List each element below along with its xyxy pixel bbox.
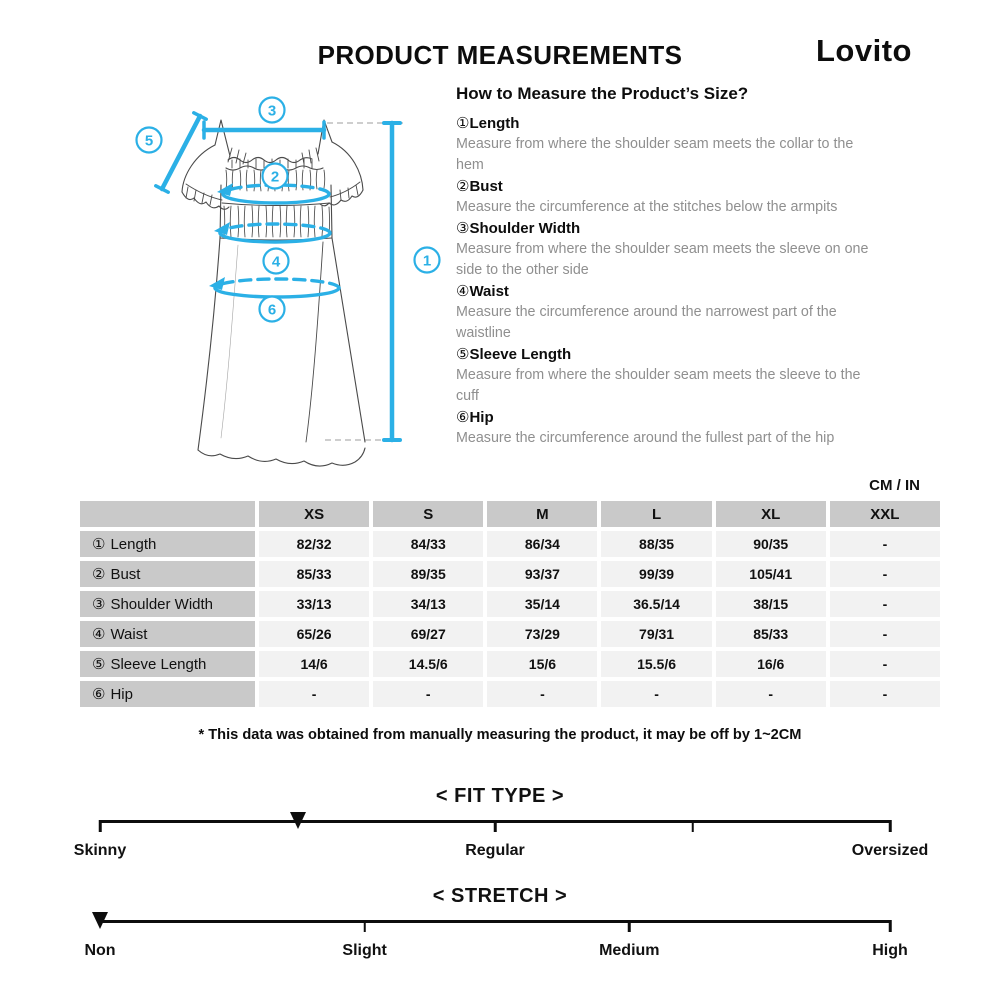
row-label [80,531,255,557]
table-row-bust [80,561,940,587]
value-cell: 15/6 [487,651,597,677]
marker-circle-2 [263,164,288,189]
value-cell: - [716,681,826,707]
scale-tick [628,920,631,932]
guide-item-heading [456,113,880,134]
value-cell: - [830,621,940,647]
value-cell: 33/13 [259,591,369,617]
table-row-waist [80,621,940,647]
value-cell: 16/6 [716,651,826,677]
guide-item-length [456,113,880,176]
guide-item-shoulder-width [456,218,880,281]
row-name: Bust [110,566,141,583]
value-cell: 86/34 [487,531,597,557]
value-cell: - [830,651,940,677]
fit-type-title: < FIT TYPE > [435,785,565,807]
value-cell: 15.5/6 [601,651,711,677]
scale-label-oversized: Oversized [851,842,929,859]
row-number: ③ [92,596,106,613]
row-name: Shoulder Width [110,596,214,613]
guide-item-number: ⑥ [456,409,470,426]
value-cell: 85/33 [259,561,369,587]
measure-ellipse-waist [214,222,330,242]
stretch-title: < STRETCH > [432,885,568,907]
guide-item-desc: Measure from where the shoulder seam meets the sleeve on one side to the other side [456,241,869,278]
row-label [80,651,255,677]
value-cell: - [830,591,940,617]
guide-item-heading [456,218,880,239]
guide-item-heading [456,176,880,197]
svg-text:6: 6 [267,301,277,319]
scale-tick [99,820,102,832]
measuring-guide [456,84,880,449]
measure-line-length [384,123,400,440]
value-cell: - [373,681,483,707]
row-number: ⑤ [92,656,106,673]
scale-tick [363,920,366,932]
scale-tick [889,920,892,932]
row-name: Sleeve Length [110,656,207,673]
guide-item-name: Bust [469,178,503,195]
guide-item-number: ③ [456,220,470,237]
guide-item-number: ① [456,115,470,132]
measurement-footnote: * This data was obtained from manually measuring the product, it may be off by 1~2CM [198,727,802,743]
guide-item-waist [456,281,880,344]
size-column-header: S [373,501,483,527]
stretch-marker [92,912,108,929]
table-corner-cell [80,501,255,527]
value-cell: 79/31 [601,621,711,647]
size-table [76,497,944,711]
svg-text:4: 4 [271,253,281,271]
row-name: Waist [110,626,148,643]
guide-item-name: Sleeve Length [469,346,572,363]
value-cell: 89/35 [373,561,483,587]
brand-logo: Lovito [816,33,912,68]
value-cell: 38/15 [716,591,826,617]
table-row-sleeve-length [80,651,940,677]
guide-item-bust [456,176,880,218]
row-number: ① [92,536,106,553]
value-cell: 105/41 [716,561,826,587]
size-column-header: XXL [830,501,940,527]
scale-tick [889,820,892,832]
size-column-header: M [487,501,597,527]
guide-item-sleeve-length [456,344,880,407]
guide-item-name: Hip [469,409,494,426]
value-cell: - [830,681,940,707]
scale-label-high: High [872,942,908,959]
page-title: PRODUCT MEASUREMENTS [317,40,683,70]
value-cell: 14.5/6 [373,651,483,677]
row-label [80,621,255,647]
row-name: Length [110,536,157,553]
value-cell: 82/32 [259,531,369,557]
guide-item-heading [456,281,880,302]
value-cell: 36.5/14 [601,591,711,617]
value-cell: - [830,561,940,587]
value-cell: - [259,681,369,707]
value-cell: 14/6 [259,651,369,677]
value-cell: - [830,531,940,557]
size-column-header: XS [259,501,369,527]
scale-line [100,920,890,923]
scale-label-slight: Slight [342,942,387,959]
row-label [80,561,255,587]
guide-item-heading [456,407,880,428]
value-cell: 90/35 [716,531,826,557]
scale-label-non: Non [84,942,116,959]
svg-text:2: 2 [270,168,280,186]
row-number: ② [92,566,106,583]
guide-item-name: Shoulder Width [469,220,581,237]
scale-label-regular: Regular [465,842,525,859]
guide-item-heading [456,344,880,365]
table-row-length [80,531,940,557]
guide-item-name: Waist [469,283,509,300]
stretch-scale [84,912,908,959]
guide-item-number: ④ [456,283,470,300]
unit-label: CM / IN [869,477,920,494]
guide-item-name: Length [469,115,520,132]
guide-item-desc: Measure the circumference around the fullest part of the hip [456,430,835,446]
svg-text:3: 3 [267,102,277,120]
size-column-header: L [601,501,711,527]
marker-circle-5 [137,128,162,153]
scale-tick [691,820,694,832]
guide-item-desc: Measure the circumference around the narrowest part of the waistline [456,304,837,341]
guide-item-number: ⑤ [456,346,470,363]
row-number: ④ [92,626,106,643]
value-cell: - [601,681,711,707]
value-cell: 99/39 [601,561,711,587]
scale-tick [494,820,497,832]
guide-item-number: ② [456,178,470,195]
guide-item-desc: Measure from where the shoulder seam meets the sleeve to the cuff [456,367,861,404]
marker-circle-1 [415,248,440,273]
size-diagram [120,90,450,480]
value-cell: 69/27 [373,621,483,647]
value-cell: 73/29 [487,621,597,647]
value-cell: 34/13 [373,591,483,617]
scale-label-medium: Medium [599,942,660,959]
row-name: Hip [110,686,133,703]
scale-label-skinny: Skinny [73,842,127,859]
row-label [80,681,255,707]
guide-item-desc: Measure from where the shoulder seam meets the collar to the hem [456,136,854,173]
marker-circle-4 [264,249,289,274]
svg-text:1: 1 [422,252,432,270]
measure-line-sleeve [156,113,206,192]
value-cell: 85/33 [716,621,826,647]
value-cell: 35/14 [487,591,597,617]
marker-circle-3 [260,98,285,123]
row-label [80,591,255,617]
measurement-marks [156,113,400,440]
guide-item-hip [456,407,880,449]
marker-circle-6 [260,297,285,322]
row-number: ⑥ [92,686,106,703]
table-row-hip [80,681,940,707]
table-header-row [80,501,940,527]
value-cell: 84/33 [373,531,483,557]
guide-item-desc: Measure the circumference at the stitches below the armpits [456,199,838,215]
value-cell: 65/26 [259,621,369,647]
measure-ellipse-hip [209,277,339,297]
table-row-shoulder-width [80,591,940,617]
guide-title: How to Measure the Product’s Size? [456,84,749,103]
fit-type-scale [73,812,929,859]
size-column-header: XL [716,501,826,527]
fit-type-marker [290,812,306,829]
value-cell: 93/37 [487,561,597,587]
value-cell: - [487,681,597,707]
svg-text:5: 5 [144,132,154,150]
value-cell: 88/35 [601,531,711,557]
